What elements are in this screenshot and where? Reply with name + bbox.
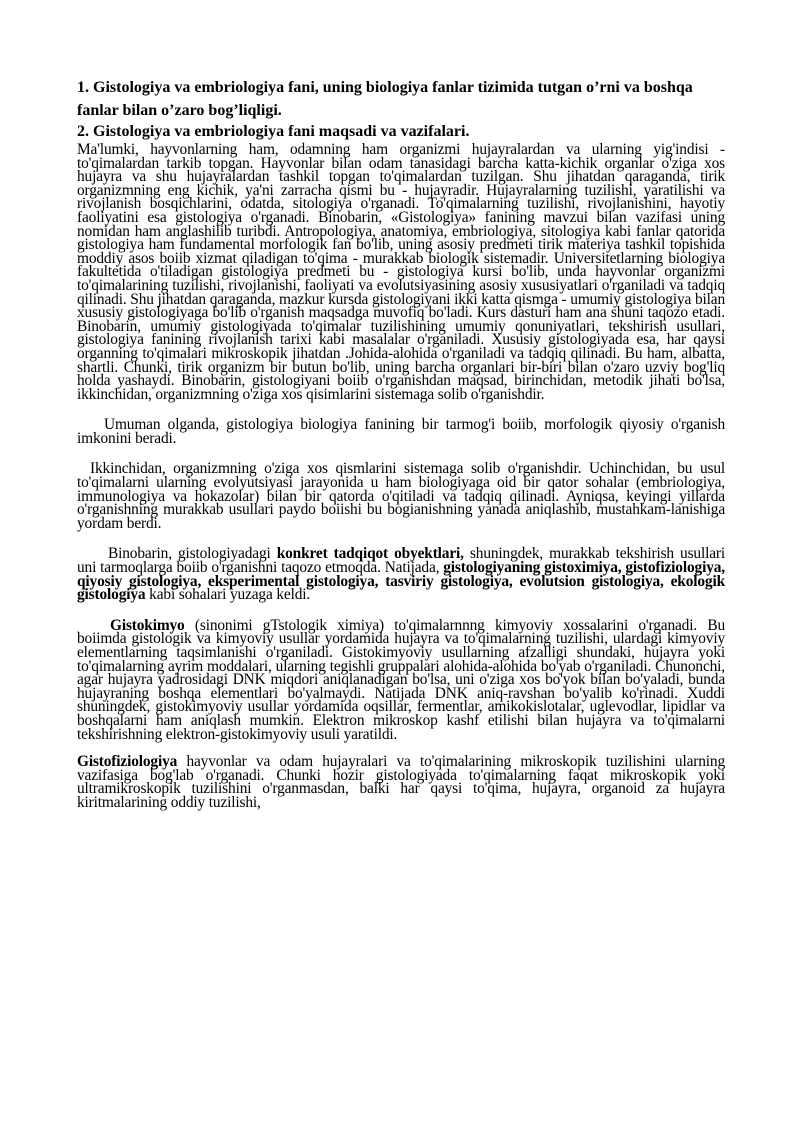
paragraph-general: Umuman olganda, gistologiya biologiya fanining bir tarmog'i boiib, morfologik qiyosiy o'rganish imkonini beradi.: [77, 416, 725, 447]
branches-text-c: shuningdek, murakkab tekshirish usullari uni tarmoqlarga boiib o'rganishni taqozo etmoqda. Natijada,: [77, 545, 725, 577]
research-objects-bold: konkret tadqiqot obyektlari,: [276, 545, 464, 563]
branches-text-a: Binobarin, gistologiyadagi: [108, 545, 277, 563]
histophysiology-text: hayvonlar va odam hujayralari va to'qimalarining mikroskopik tuzilishini ularning vazifasiga bog'lab o'rganadi. Chunki hozir gistologiyada to'qimalarning faqat mikroskopik yoki ultramikroskopik tuzilishini o'rganmasdan, balki har qaysi to'qima, hujayra, organoid za hujayra kiritmalarining oddiy tuzilishi,: [77, 753, 725, 811]
histophysiology-term: Gistofiziologiya: [77, 753, 178, 771]
paragraph-histochemistry: [77, 616, 725, 743]
paragraph-secondly: Ikkinchidan, organizmning o'ziga xos qismlarini sistemaga solib o'rganishdir. Uchinchidan, bu usul to'qimalarni ularning evolyutsiyasi jarayonida u ham biologiyaga oid bir qator sohalar (embriologiya, immunologiya va hokazolar) bilan bir qatorda o'qitiladi va tadqiq qilinadi. Ayniqsa, keyingi yillarda o'rganishning murakkab usullari paydo boiishi bu bogianishning yanada aniqlashib, mustahkam-lanishiga yordam berdi.: [77, 460, 725, 532]
document-page: [77, 76, 725, 810]
section-heading-2: 2. Gistologiya va embriologiya fani maqsadi va vazifalari.: [77, 123, 470, 140]
histochemistry-term: Gistokimyo: [110, 616, 185, 634]
paragraph-branches: [77, 545, 725, 604]
paragraph-histophysiology: [77, 755, 725, 809]
paragraph-intro: Ma'lumki, hayvonlarning ham, odamning ham organizmi hujayralardan va ularning yig'indisi - to'qimalardan tarkib topgan. Hayvonlar bilan odam tanasidagi barcha katta-kichik organlar o'ziga xos hujayra va shu hujayralardan tashkil topgan to'qimalardan tuzilgan. Shu jihatdan qaraganda, tirik organizmning eng kichik, ya'ni zarracha qismi bu - hujayradir. Hujayralarning tuzilishi, yaratilishi va rivojlanish bosqichlarini, odatda, sitologiya o'rganadi. To'qimalarning tuzilishi, rivojlanishini, hayotiy faoliyatini esa gistologiya o'rganadi. Binobarin, «Gistologiya» fanining mavzui bilan vazifasi uning nomidan ham anglashilib turibdi. Antropologiya, anatomiya, embriologiya, sitologiya kabi fanlar qatorida gistologiya ham fundamental morfologik fan bo'lib, uning asosiy predmeti tirik materiya tashkil topishida moddiy asos boiib xizmat qiladigan to'qima - murakkab biologik sistemadir. Universitetlarning biologiya fakultetida o'tiladigan gistologiya predmeti bu - gistologiya kursi bo'lib, unda hayvonlar organizmi to'qimalarining tuzilishi, rivojlanishi, faoliyati va evolutsiyasining asosiy xususiyatlari o'rganiladi va tadqiq qilinadi. Shu jihatdan qaraganda, mazkur kursda gistologiyani ikki katta qismga - umumiy gistologiya bilan xususiy gistologiyaga bo'lib o'rganish maqsadga muvofiq bo'ladi. Kurs dasturi ham ana shuni taqozo etadi. Binobarin, umumiy gistologiyada to'qimalar tuzilishining umumiy qonuniyatlari, tekshirish usullari, gistologiya fanining rivojlanish tarixi kabi masalalar o'rganiladi. Xususiy gistologiyada esa, har qaysi organning to'qimalari mikroskopik jihatdan .Johida-alohida o'rganiladi va tadqiq qilinadi. Bu ham, albatta, shartli. Chunki, tirik organizm bir butun bo'lib, uning barcha organlari bir-biri bilan o'zaro uzviy bog'liq holda yashaydi. Binobarin, gistologiyani boiib o'rganishdan maqsad, birinchidan, metodik jihati bo'lsa, ikkinchidan, organizmning o'ziga xos qisimlarini sistemaga solib o'rganishdir.: [77, 141, 725, 403]
histochemistry-text: (sinonimi gTstologik ximiya) to'qimalarnnng kimyoviy xossalarini o'rganadi. Bu boiimda gistologik va kimyoviy usullar yordamida hujayra va to'qimalarning tuzilishi, ulardagi kimyoviy elementlarning taqsimlanishi o'rganiladi. Gistokimyoviy usullarning afzalligi shundaki, hujayra yoki to'qimalarning ayrim moddalari, ularning tegishli gruppalari alohida-alohida bo'yab o'rganiladi. Chunonchi, agar hujayra yadrosidagi DNK miqdori aniqlanadigan bo'lsa, uni o'ziga xos bo'yok bilan bo'yaladi, bunda hujayraning boshqa elementlari bo'yalmaydi. Natijada DNK aniq-ravshan bo'yalib ko'rinadi. Xuddi shuningdek, gistokimyoviy usullar yordamida oqsillar, fermentlar, amikokislotalar, uglevodlar, lipidlar va boshqalarni ham aniqlash mumkin. Elektron mikroskop kashf etilishi bilan hujayra va to'qimalarni tekshirishning elektron-gistokimyoviy usuli yaratildi.: [77, 616, 725, 743]
section-heading-1: 1. Gistologiya va embriologiya fani, uning biologiya fanlar tizimida tutgan o’rni va boshqa fanlar bilan o’zaro bog’liqligi.: [77, 79, 693, 119]
branches-list-bold: gistologiyaning gistoximiya, gistofiziologiya, qiyosiy gistologiya, eksperimental gistologiya, tasviriy gistologiya, evolutsion gistologiya, ekologik gistologiya: [77, 559, 725, 604]
branches-text-e: kabi sohalari yuzaga keldi.: [145, 586, 311, 604]
